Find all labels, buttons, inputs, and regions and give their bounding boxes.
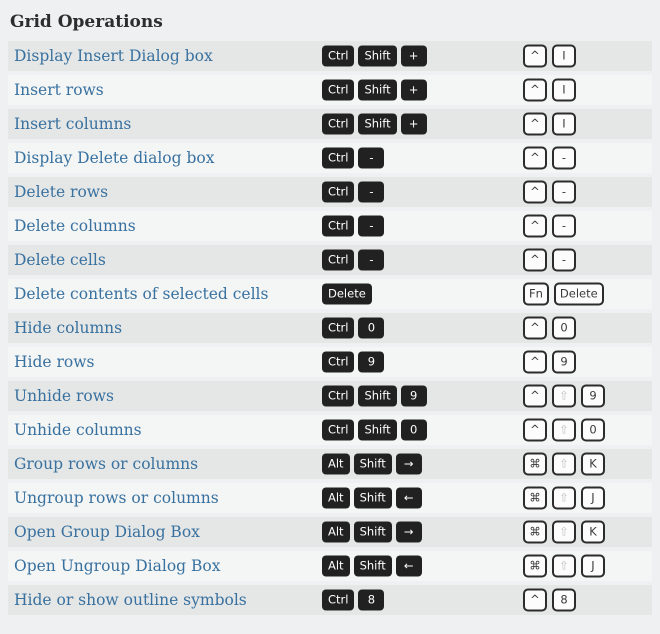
mac-key: - <box>552 181 576 204</box>
mac-keys <box>523 317 576 340</box>
mac-key: K <box>581 453 605 476</box>
mac-keys <box>523 589 576 612</box>
windows-keys <box>322 454 422 475</box>
windows-key: Alt <box>322 522 350 543</box>
windows-key: Alt <box>322 488 350 509</box>
operation-link[interactable]: Group rows or columns <box>14 455 199 473</box>
mac-keys <box>523 555 605 578</box>
shortcut-row <box>8 517 652 547</box>
shift-icon-key: ⇧ <box>552 385 576 408</box>
windows-keys <box>322 590 384 611</box>
windows-keys <box>322 488 422 509</box>
operation-link[interactable]: Display Delete dialog box <box>14 149 215 167</box>
mac-key: 0 <box>581 419 605 442</box>
windows-key: + <box>401 114 427 135</box>
mac-key: ^ <box>523 113 547 136</box>
mac-keys <box>523 215 576 238</box>
windows-keys <box>322 556 422 577</box>
mac-keys <box>523 147 576 170</box>
windows-key: ← <box>396 488 422 509</box>
mac-key: ^ <box>523 45 547 68</box>
shortcut-row <box>8 415 652 445</box>
shortcut-row <box>8 245 652 275</box>
operation-link[interactable]: Unhide columns <box>14 421 142 439</box>
windows-key: - <box>358 148 384 169</box>
shortcut-row <box>8 585 652 615</box>
windows-key: Ctrl <box>322 352 354 373</box>
windows-keys <box>322 250 384 271</box>
windows-keys <box>322 80 427 101</box>
shortcut-row <box>8 449 652 479</box>
mac-keys <box>523 351 576 374</box>
windows-keys <box>322 522 422 543</box>
windows-key: Shift <box>354 454 392 475</box>
mac-key: - <box>552 215 576 238</box>
shortcut-row <box>8 75 652 105</box>
windows-key: Ctrl <box>322 216 354 237</box>
mac-keys <box>523 521 605 544</box>
windows-keys <box>322 114 427 135</box>
shortcut-row <box>8 109 652 139</box>
section-title: Grid Operations <box>10 12 163 32</box>
windows-key: 8 <box>358 590 384 611</box>
operation-link[interactable]: Hide rows <box>14 353 95 371</box>
operation-link[interactable]: Delete contents of selected cells <box>14 285 269 303</box>
windows-key: Delete <box>322 284 372 305</box>
operation-link[interactable]: Insert columns <box>14 115 132 133</box>
mac-key: Fn <box>523 283 549 306</box>
mac-keys <box>523 249 576 272</box>
shortcut-row <box>8 347 652 377</box>
windows-keys <box>322 420 427 441</box>
windows-key: Shift <box>354 488 392 509</box>
mac-keys <box>523 283 604 306</box>
mac-keys <box>523 113 576 136</box>
windows-keys <box>322 352 384 373</box>
windows-key: Ctrl <box>322 318 354 339</box>
mac-key: ^ <box>523 351 547 374</box>
mac-key: 9 <box>552 351 576 374</box>
windows-keys <box>322 318 384 339</box>
mac-key: ^ <box>523 589 547 612</box>
mac-key: - <box>552 249 576 272</box>
mac-keys <box>523 181 576 204</box>
mac-key: I <box>552 45 576 68</box>
mac-key: ^ <box>523 215 547 238</box>
windows-key: Ctrl <box>322 80 354 101</box>
operation-link[interactable]: Unhide rows <box>14 387 114 405</box>
windows-key: - <box>358 182 384 203</box>
shortcut-row <box>8 41 652 71</box>
mac-key: ⌘ <box>523 555 547 578</box>
windows-key: Ctrl <box>322 46 354 67</box>
windows-key: Ctrl <box>322 590 354 611</box>
shortcut-row <box>8 313 652 343</box>
windows-keys <box>322 148 384 169</box>
mac-key: ^ <box>523 317 547 340</box>
shift-icon-key: ⇧ <box>552 555 576 578</box>
windows-key: → <box>396 454 422 475</box>
windows-keys <box>322 46 427 67</box>
windows-key: - <box>358 216 384 237</box>
operation-link[interactable]: Display Insert Dialog box <box>14 47 213 65</box>
windows-key: Ctrl <box>322 420 354 441</box>
mac-key: - <box>552 147 576 170</box>
mac-key: ^ <box>523 249 547 272</box>
shortcut-row <box>8 143 652 173</box>
mac-key: I <box>552 113 576 136</box>
operation-link[interactable]: Ungroup rows or columns <box>14 489 219 507</box>
mac-key: K <box>581 521 605 544</box>
shift-icon-key: ⇧ <box>552 487 576 510</box>
windows-key: Shift <box>354 556 392 577</box>
mac-keys <box>523 419 605 442</box>
windows-keys <box>322 284 372 305</box>
windows-key: 0 <box>358 318 384 339</box>
windows-keys <box>322 182 384 203</box>
windows-key: Shift <box>358 420 396 441</box>
operation-link[interactable]: Delete rows <box>14 183 109 201</box>
shortcut-row <box>8 279 652 309</box>
windows-key: 9 <box>401 386 427 407</box>
mac-keys <box>523 487 605 510</box>
mac-key: 0 <box>552 317 576 340</box>
mac-key: Delete <box>554 283 604 306</box>
mac-keys <box>523 45 576 68</box>
windows-key: Ctrl <box>322 182 354 203</box>
shortcut-row <box>8 381 652 411</box>
mac-keys <box>523 453 605 476</box>
windows-key: Shift <box>358 386 396 407</box>
shortcut-table <box>8 41 652 615</box>
mac-key: J <box>581 555 605 578</box>
mac-key: ^ <box>523 419 547 442</box>
windows-key: Shift <box>358 114 396 135</box>
operation-link[interactable]: Hide columns <box>14 319 123 337</box>
shift-icon-key: ⇧ <box>552 453 576 476</box>
operation-link[interactable]: Hide or show outline symbols <box>14 591 247 609</box>
windows-key: 0 <box>401 420 427 441</box>
mac-key: ⌘ <box>523 487 547 510</box>
windows-key: → <box>396 522 422 543</box>
windows-keys <box>322 216 384 237</box>
windows-key: Shift <box>354 522 392 543</box>
operation-link[interactable]: Insert rows <box>14 81 104 99</box>
windows-key: Ctrl <box>322 148 354 169</box>
windows-key: Ctrl <box>322 114 354 135</box>
windows-key: Shift <box>358 80 396 101</box>
operation-link[interactable]: Open Ungroup Dialog Box <box>14 557 221 575</box>
mac-key: 8 <box>552 589 576 612</box>
operation-link[interactable]: Delete columns <box>14 217 136 235</box>
windows-key: - <box>358 250 384 271</box>
shortcut-row <box>8 483 652 513</box>
mac-key: ^ <box>523 79 547 102</box>
windows-key: ← <box>396 556 422 577</box>
windows-key: + <box>401 80 427 101</box>
mac-key: I <box>552 79 576 102</box>
mac-key: ^ <box>523 181 547 204</box>
windows-key: Shift <box>358 46 396 67</box>
mac-keys <box>523 79 576 102</box>
mac-keys <box>523 385 605 408</box>
shift-icon-key: ⇧ <box>552 521 576 544</box>
operation-link[interactable]: Delete cells <box>14 251 106 269</box>
windows-keys <box>322 386 427 407</box>
mac-key: J <box>581 487 605 510</box>
operation-link[interactable]: Open Group Dialog Box <box>14 523 200 541</box>
windows-key: Ctrl <box>322 250 354 271</box>
windows-key: Alt <box>322 454 350 475</box>
windows-key: 9 <box>358 352 384 373</box>
mac-key: ^ <box>523 147 547 170</box>
windows-key: Ctrl <box>322 386 354 407</box>
mac-key: ⌘ <box>523 521 547 544</box>
shortcut-row <box>8 211 652 241</box>
shortcut-row <box>8 177 652 207</box>
shortcut-row <box>8 551 652 581</box>
mac-key: ^ <box>523 385 547 408</box>
windows-key: Alt <box>322 556 350 577</box>
shift-icon-key: ⇧ <box>552 419 576 442</box>
mac-key: 9 <box>581 385 605 408</box>
mac-key: ⌘ <box>523 453 547 476</box>
windows-key: + <box>401 46 427 67</box>
